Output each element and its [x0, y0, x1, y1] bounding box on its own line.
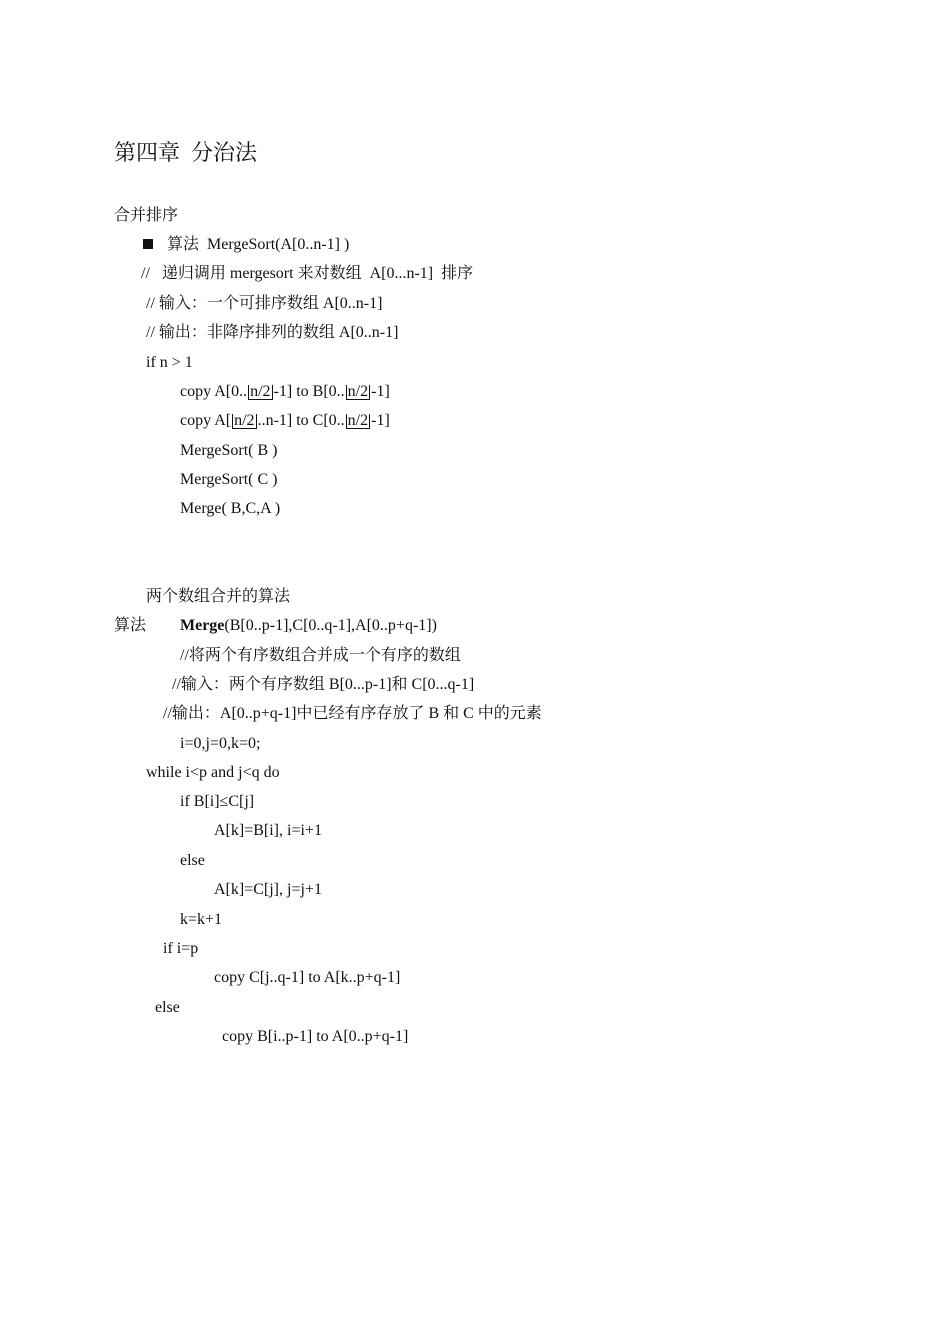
code-mergesort-c: MergeSort( C ) [180, 471, 278, 488]
floor-bracket: n/2 [347, 412, 369, 429]
algo-merge-name: Merge [180, 617, 225, 634]
code-copy-b-rest: copy B[i..p-1] to A[0..p+q-1] [222, 1028, 409, 1045]
code-assign-b: A[k]=B[i], i=i+1 [214, 822, 322, 839]
code-init: i=0,j=0,k=0; [180, 735, 261, 752]
comment-merge-input: //输入：两个有序数组 B[0...p-1]和 C[0...q-1] [172, 676, 475, 693]
code-assign-c: A[k]=C[j], j=j+1 [214, 881, 322, 898]
code-if-n: if n > 1 [146, 354, 193, 371]
algo-merge-params: (B[0..p-1],C[0..q-1],A[0..p+q-1]) [224, 617, 437, 634]
code-fragment: -1] [371, 383, 390, 400]
comment-merge-output: //输出：A[0..p+q-1]中已经有序存放了 B 和 C 中的元素 [163, 705, 542, 722]
section-heading-merge-sort: 合并排序 [114, 207, 179, 224]
code-copy-to-c [180, 411, 390, 431]
chapter-title: 第四章 分治法 [114, 140, 258, 165]
square-bullet-icon [143, 239, 153, 249]
comment-recursive: // 递归调用 mergesort 来对数组 A[0...n-1] 排序 [141, 265, 474, 282]
comment-input: // 输入：一个可排序数组 A[0..n-1] [146, 295, 383, 312]
code-merge-call: Merge( B,C,A ) [180, 500, 281, 517]
floor-bracket: n/2 [250, 383, 271, 400]
code-copy-to-b [180, 382, 390, 402]
floor-bracket: n/2 [347, 383, 369, 400]
section-heading-merge: 两个数组合并的算法 [146, 588, 291, 605]
comment-output: // 输出：非降序排列的数组 A[0..n-1] [146, 324, 399, 341]
code-mergesort-b: MergeSort( B ) [180, 442, 278, 459]
code-copy-c-rest: copy C[j..q-1] to A[k..p+q-1] [214, 969, 401, 986]
code-fragment: -1] [371, 412, 390, 429]
algo-mergesort-line [143, 235, 349, 255]
code-if-compare: if B[i]≤C[j] [180, 793, 255, 810]
code-while: while i<p and j<q do [146, 764, 280, 781]
code-if-i-eq-p: if i=p [163, 940, 199, 957]
algo-mergesort-text: 算法 MergeSort(A[0..n-1] ) [167, 236, 350, 253]
code-fragment: ..n-1] to C[0.. [257, 412, 345, 429]
code-else-2: else [155, 999, 180, 1016]
code-increment-k: k=k+1 [180, 911, 223, 928]
comment-merge-desc: //将两个有序数组合并成一个有序的数组 [180, 647, 461, 664]
code-fragment: copy A[0.. [180, 383, 248, 400]
algo-merge-signature [180, 616, 437, 636]
algo-merge-label: 算法 [114, 617, 147, 634]
floor-bracket: n/2 [234, 412, 255, 429]
code-else-1: else [180, 852, 205, 869]
code-fragment: -1] to B[0.. [273, 383, 345, 400]
code-fragment: copy A[ [180, 412, 232, 429]
